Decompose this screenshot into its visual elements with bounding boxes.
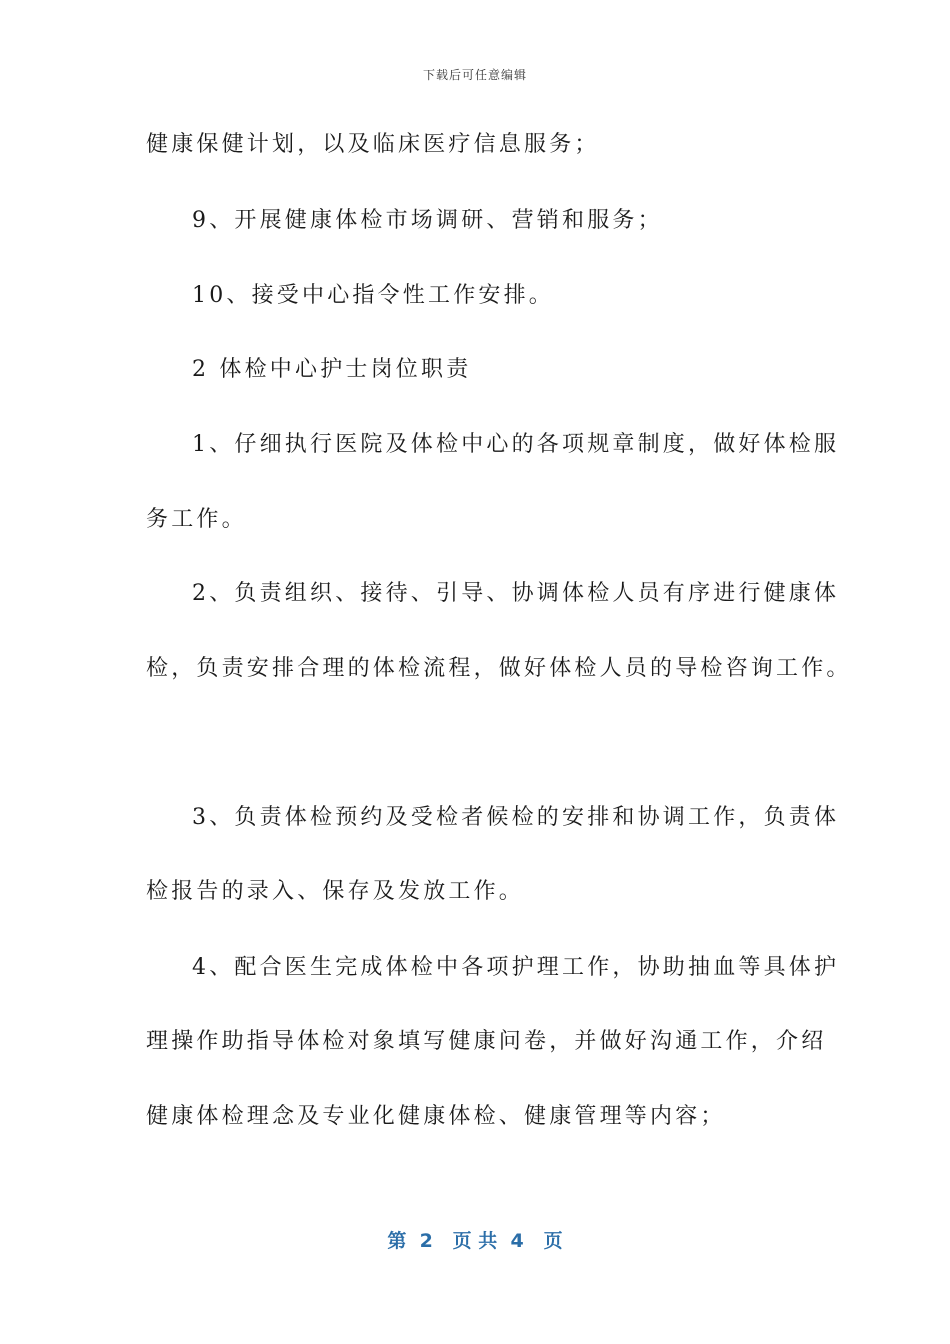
text-line: 1、仔细执行医院及体检中心的各项规章制度，做好体检服 xyxy=(192,432,840,457)
text-line: 检报告的录入、保存及发放工作。 xyxy=(146,879,525,904)
text-line: 3、负责体检预约及受检者候检的安排和协调工作，负责体 xyxy=(192,805,840,830)
section-heading: 2 体检中心护士岗位职责 xyxy=(192,357,472,382)
text-line: 务工作。 xyxy=(146,507,247,532)
page-footer: 第 2 页 共 4 页 xyxy=(387,1230,563,1252)
text-line: 2、负责组织、接待、引导、协调体检人员有序进行健康体 xyxy=(192,581,840,606)
page-header: 下载后可任意编辑 xyxy=(422,68,527,82)
text-line: 理操作助指导体检对象填写健康问卷，并做好沟通工作，介绍 xyxy=(146,1029,827,1054)
text-line: 10、接受中心指令性工作安排。 xyxy=(192,283,554,308)
text-line: 健康体检理念及专业化健康体检、健康管理等内容； xyxy=(146,1104,726,1129)
text-line: 9、开展健康体检市场调研、营销和服务； xyxy=(192,208,663,233)
text-line: 检，负责安排合理的体检流程，做好体检人员的导检咨询工作。 xyxy=(146,656,852,681)
text-line: 健康保健计划，以及临床医疗信息服务； xyxy=(146,132,600,157)
text-line: 4、配合医生完成体检中各项护理工作，协助抽血等具体护 xyxy=(192,955,840,980)
